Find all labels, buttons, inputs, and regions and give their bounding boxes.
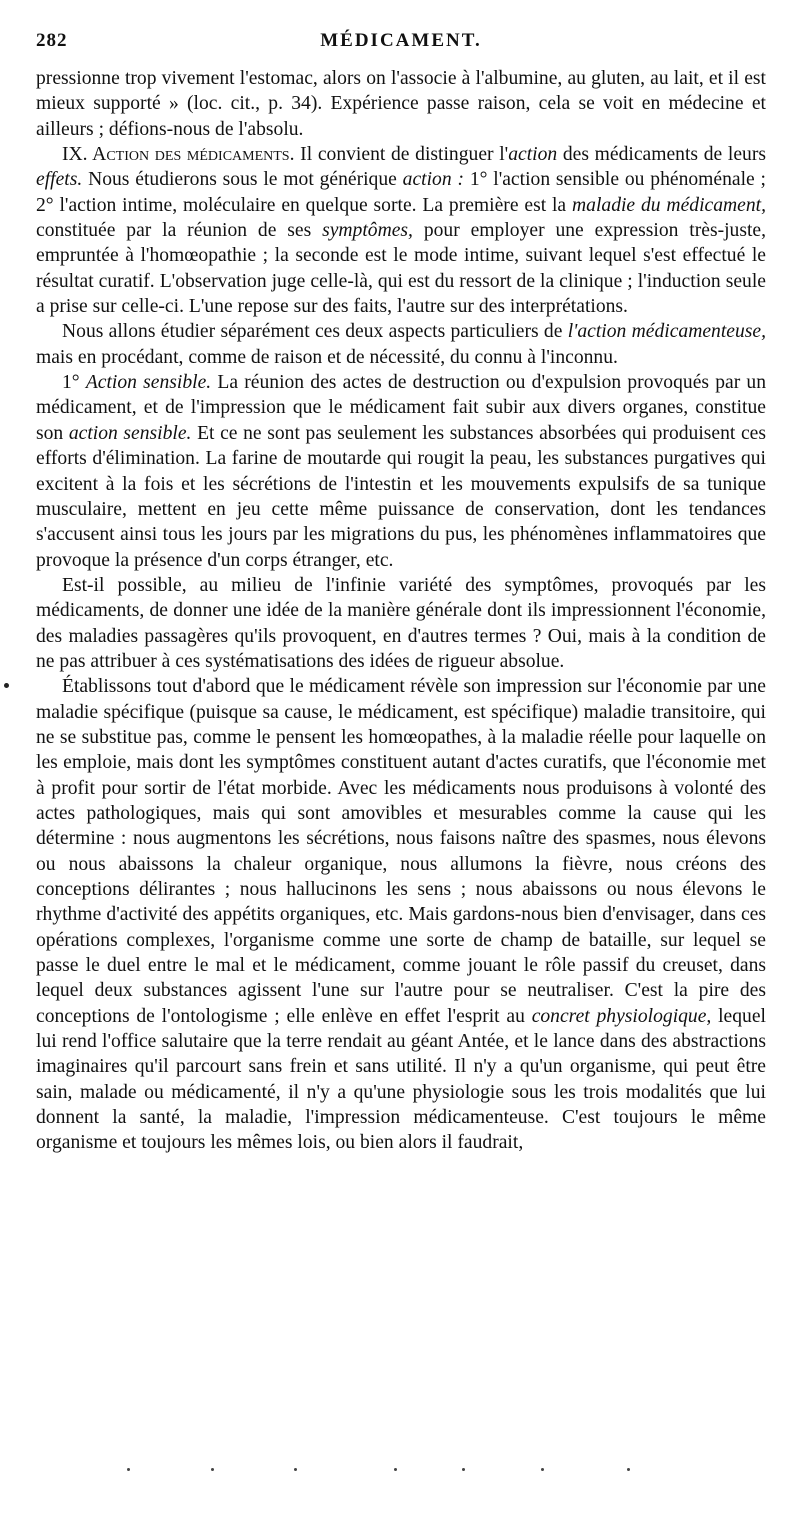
text-run: La réunion des actes de destruction ou d'expulsion provoqués par un médicament, et de l'impression que le médicament fait subir aux divers organes, constitue son	[36, 372, 767, 444]
text-run: des médicaments de leurs	[557, 144, 767, 166]
speck	[127, 1468, 130, 1471]
italic-run: effets.	[36, 169, 83, 191]
italic-run: symptômes,	[322, 220, 413, 242]
paragraph-action-sensible	[36, 370, 766, 573]
speck	[627, 1468, 630, 1471]
text-run: pour employer une expression très-juste, empruntée à l'homœopathie ; la seconde est le mode intime, suivant lequel s'est effectué le résultat curatif. L'observation juge celle-là, qui est du ressort de la clinique ; l'induction seule a prise sur celle-ci. L'une repose sur des faits, l'autre sur des interprétations.	[36, 220, 767, 318]
italic-run: action sensible.	[68, 422, 192, 444]
speck	[394, 1468, 397, 1471]
paragraph-section-ix	[36, 142, 766, 319]
italic-run: maladie du médicament,	[572, 194, 766, 216]
text-run: constituée par la réunion de ses	[36, 220, 323, 242]
paragraph-continuation: pressionne trop vivement l'estomac, alors on l'associe à l'albumine, au gluten, au lait, et il est mieux supporté » (loc. cit., p. 34). Expérience passe raison, cela se voit en médecine et ailleurs ; défions-nous de l'absolu.	[36, 68, 766, 140]
italic-run: action	[508, 144, 558, 166]
text-run: mais en procédant, comme de raison et de nécessité, du connu à l'inconnu.	[36, 346, 618, 368]
italic-run: action :	[402, 169, 464, 191]
running-head	[36, 30, 766, 60]
footer-dots	[0, 1468, 800, 1474]
margin-speck	[4, 683, 9, 688]
speck	[462, 1468, 465, 1471]
section-heading: IX. Action des médicaments.	[62, 144, 295, 166]
text-run: Établissons tout d'abord que le médicament révèle son impression sur l'économie par une maladie spécifique (puisque sa cause, le médicament, est spécifique) maladie transitoire, qui ne se substitue pas, comme le pensent les homœopathes, à la maladie réelle pour laquelle on les emploie, mais dont les symptômes constituent autant d'actes curatifs, que l'économie met à profit pour sortir de l'état morbide. Avec les médicaments nous produisons à volonté des actes pathologiques, mais qui sont amovibles et mesurables comme la cause qui les détermine : nous augmentons les sécrétions, nous faisons naître des spasmes, nous élevons ou nous abaissons la chaleur organique, nous allumons la fièvre, nous créons des conceptions délirantes ; nous hallucinons les sens ; nous abaissons ou nous élevons le rhythme d'activité des appétits organiques, etc. Mais gardons-nous bien d'envisager, dans ces opérations complexes, l'organisme comme une sorte de champ de bataille, sur lequel se passe le duel entre le mal et le médicament, comme jouant le rôle passif du creuset, dans lequel deux substances agissent l'une sur l'autre pour se neutraliser. C'est la pire des conceptions de l'ontologisme ; elle enlève en effet l'esprit au	[36, 676, 766, 1027]
speck	[541, 1468, 544, 1471]
item-number: 1°	[62, 372, 86, 394]
paragraph-aspects	[36, 319, 766, 370]
text-run: 1° l'action sensible ou phénoménale ; 2° l'action intime, moléculaire en quelque sorte. La première est la	[36, 169, 766, 216]
italic-run: l'action médicamenteuse,	[567, 321, 767, 343]
speck	[294, 1468, 297, 1471]
text-run: lequel lui rend l'office salutaire que la terre rendait au géant Antée, et le lance dans des abstractions imaginaires qu'il parcourt sans frein et sans utilité. Il n'y a qu'un organisme, qui peut être sain, malade ou médicamenté, il n'y a qu'une physiologie sous les trois modalités que lui donnent la santé, la maladie, l'impression médicamenteuse. C'est toujours le même organisme et toujours les mêmes lois, ou bien alors il faudrait,	[36, 1005, 766, 1154]
running-title: MÉDICAMENT.	[320, 30, 482, 51]
text-run: Et ce ne sont pas seulement les substances absorbées qui produisent ces efforts d'élimination. La farine de moutarde qui rougit la peau, les substances purgatives qui excitent à la fois et les sécrétions de l'intestin et les mouvements expulsifs de sa tunique musculaire, mettent en jeu cette même puissance de conservation, dont les tendances s'accusent ainsi tous les jours par les migrations du pus, les phénomènes inflammatoires que provoque la présence d'un corps étranger, etc.	[36, 422, 766, 571]
subsection-heading: Action sensible.	[85, 372, 212, 394]
text-run: Il convient de distinguer l'	[294, 144, 509, 166]
speck	[211, 1468, 214, 1471]
italic-run: concret physiologique,	[531, 1005, 712, 1027]
document-page	[36, 30, 766, 1156]
text-run: Nous étudierons sous le mot générique	[82, 169, 403, 191]
paragraph-question: Est-il possible, au milieu de l'infinie variété des symptômes, provoqués par les médicaments, de donner une idée de la manière générale dont ils impressionnent l'économie, des maladies passagères qu'ils provoquent, en d'autres termes ? Oui, mais à la condition de ne pas attribuer à ces systématisations des idées de rigueur absolue.	[36, 574, 766, 672]
page-number: 282	[36, 30, 68, 51]
paragraph-etablissons	[36, 674, 766, 1156]
text-run: Nous allons étudier séparément ces deux aspects particuliers de	[62, 321, 568, 343]
